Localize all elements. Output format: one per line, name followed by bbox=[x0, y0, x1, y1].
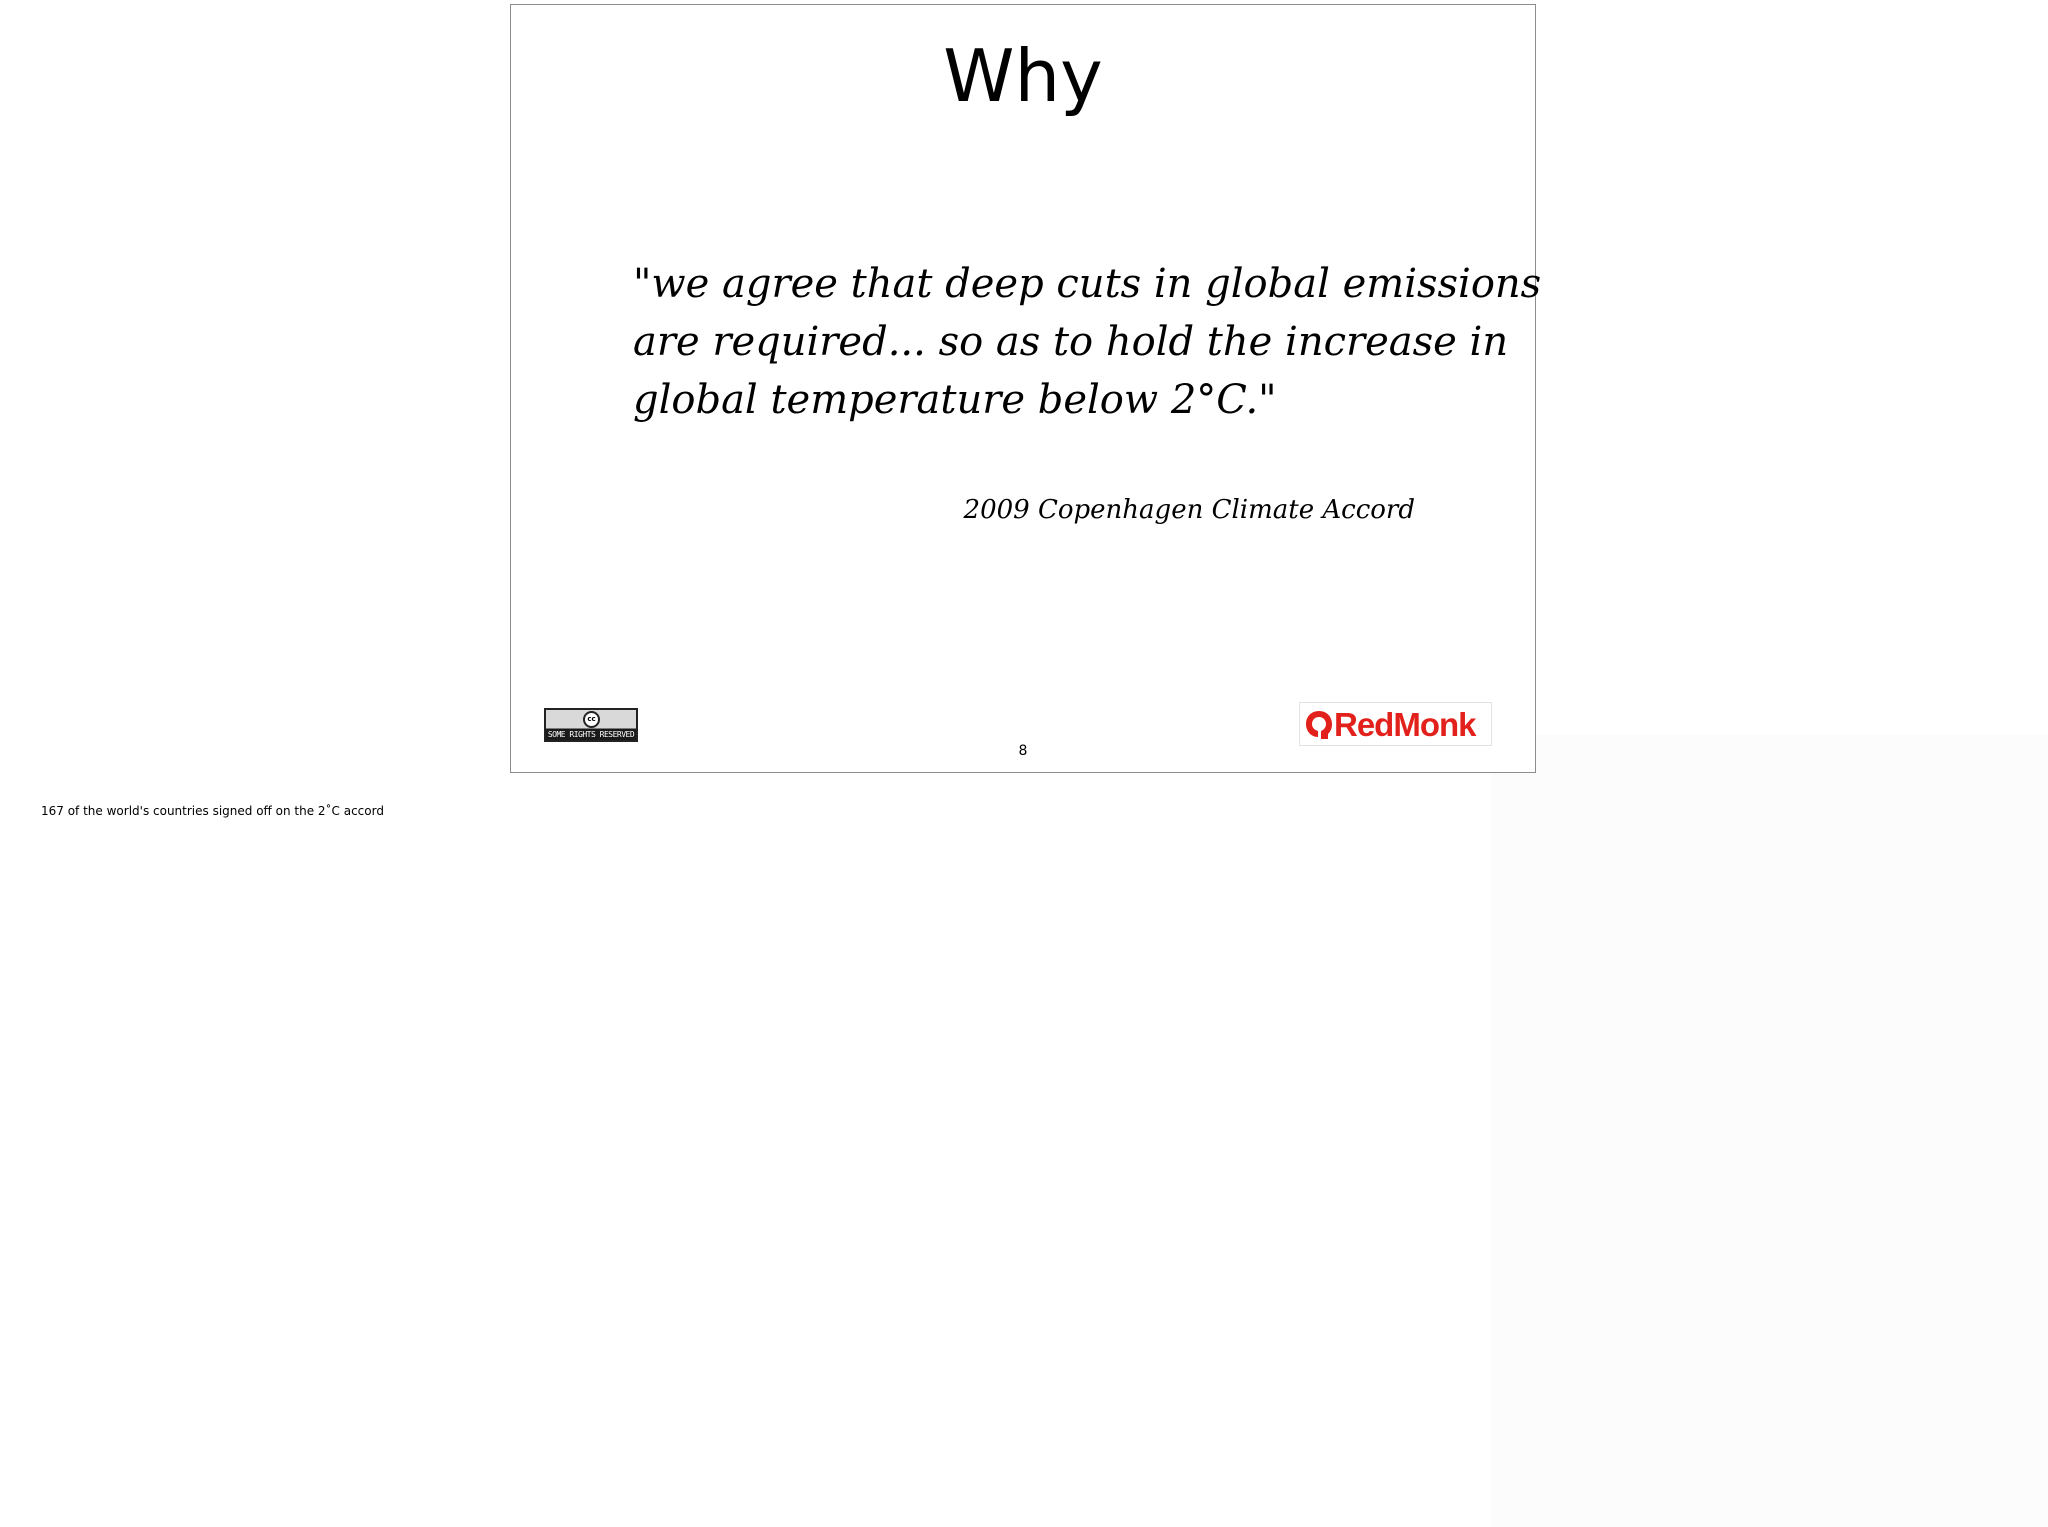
quote-attribution: 2009 Copenhagen Climate Accord bbox=[963, 495, 1415, 525]
speaker-notes: 167 of the world's countries signed off on the 2˚C accord bbox=[41, 804, 384, 818]
slide bbox=[510, 4, 1542, 773]
quote-line: global temperature below 2°C." bbox=[633, 377, 1277, 423]
redmonk-monk-icon bbox=[1304, 709, 1334, 741]
creative-commons-badge bbox=[544, 708, 638, 742]
background-panel bbox=[1490, 735, 2048, 1527]
cc-badge-text: SOME RIGHTS RESERVED bbox=[547, 730, 635, 739]
page-number: 8 bbox=[1018, 743, 1028, 759]
quote-line: are required... so as to hold the increase in bbox=[633, 319, 1509, 365]
redmonk-logo-text: RedMonk bbox=[1334, 706, 1476, 743]
quote-line: "we agree that deep cuts in global emissions bbox=[633, 261, 1542, 307]
cc-icon: cc bbox=[583, 711, 600, 728]
quote bbox=[633, 255, 1542, 429]
slide-title: Why bbox=[943, 34, 1103, 118]
redmonk-logo bbox=[1299, 702, 1492, 746]
